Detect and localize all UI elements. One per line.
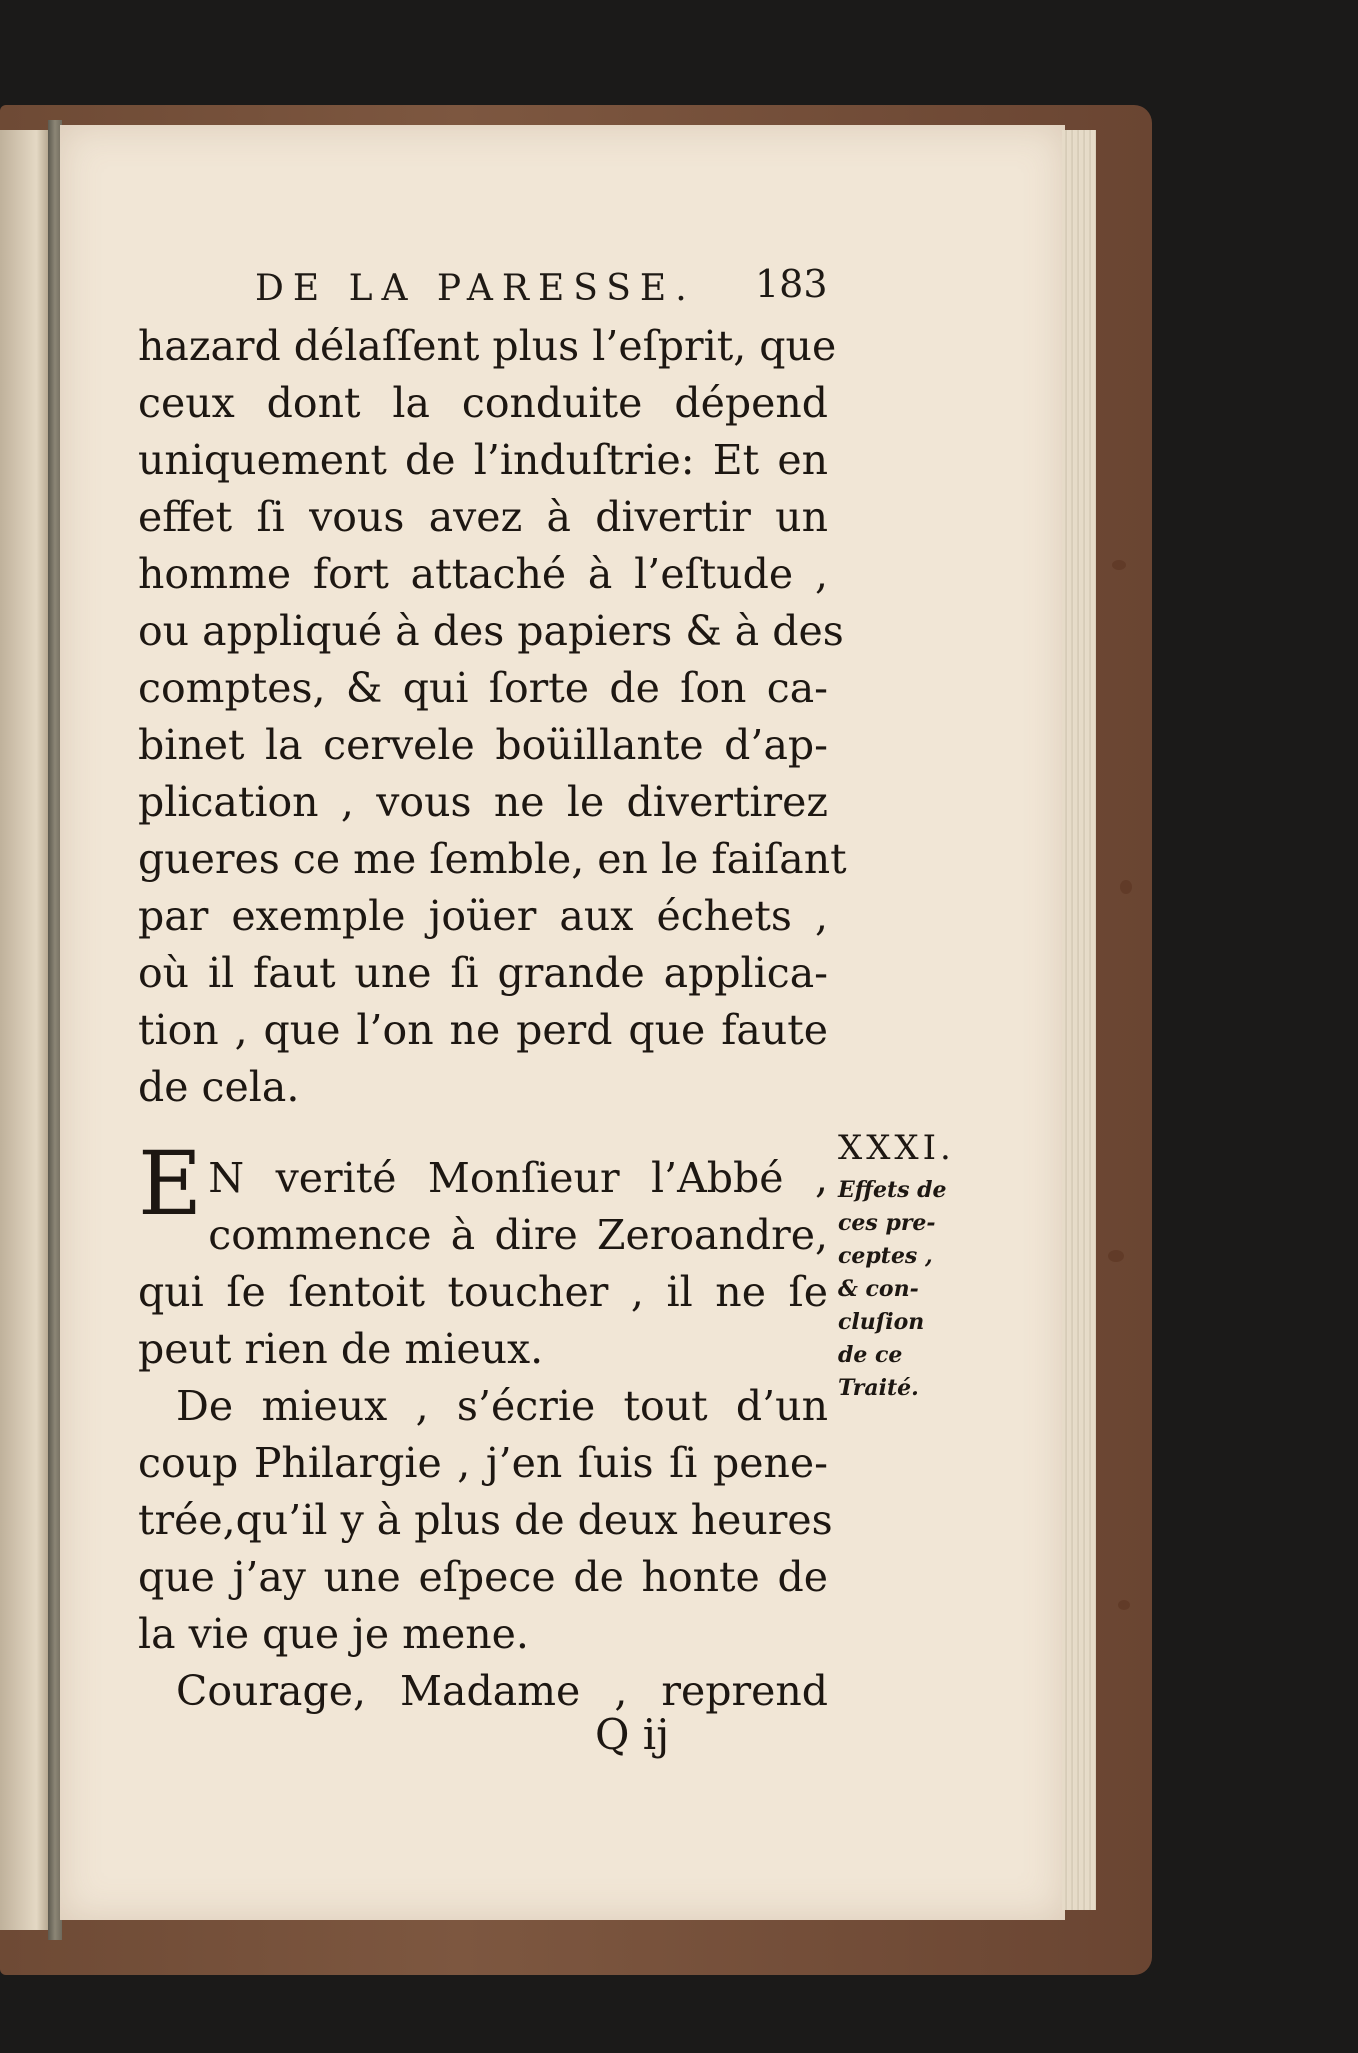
margin-note-line: de ce: [838, 1342, 903, 1368]
text-line: effet ſi vous avez à divertir un: [138, 493, 828, 541]
text-line: uniquement de l’induſtrie: Et en: [138, 436, 828, 484]
foxing-stain: [1118, 1600, 1130, 1610]
text-line: homme fort attaché à l’eſtude ,: [138, 550, 828, 598]
text-line: plication , vous ne le divertirez: [138, 778, 828, 826]
text-line: peut rien de mieux.: [138, 1325, 544, 1373]
page-number: 183: [755, 262, 828, 306]
paragraph-2: [138, 1132, 828, 1378]
text-line: que j’ay une eſpece de honte de: [138, 1553, 828, 1601]
text-line: comptes, & qui ſorte de ſon ca-: [138, 664, 828, 712]
text-line: Courage, Madame , reprend: [176, 1667, 828, 1715]
margin-note-line: & con-: [838, 1276, 919, 1302]
margin-note-line: ceptes ,: [838, 1243, 933, 1269]
paragraph-3: [138, 1378, 833, 1663]
text-line: qui ſe ſentoit toucher , il ne ſe: [138, 1268, 828, 1316]
page-block-edge: [1062, 130, 1096, 1910]
margin-note-line: Effets de: [838, 1177, 947, 1203]
foxing-stain: [1112, 560, 1126, 570]
text-line: trée,qu’il y à plus de deux heures: [138, 1496, 833, 1544]
section-number: XXXI.: [838, 1128, 955, 1168]
text-line: tion , que l’on ne perd que faute: [138, 1006, 828, 1054]
text-line: N verité Monſieur l’Abbé ,: [208, 1154, 828, 1202]
margin-note: [838, 1128, 968, 1405]
foxing-stain: [1108, 1250, 1124, 1262]
paragraph-1: [138, 318, 847, 1116]
text-line: binet la cervele boüillante d’ap-: [138, 721, 828, 769]
text-line: De mieux , s’écrie tout d’un: [176, 1382, 828, 1430]
text-line: la vie que je mene.: [138, 1610, 529, 1658]
text-line: commence à dire Zeroandre,: [208, 1211, 828, 1259]
text-line: hazard délaſſent plus l’eſprit, que: [138, 322, 837, 370]
facing-page-edge: [0, 130, 52, 1930]
text-line: gueres ce me ſemble, en le faiſant: [138, 835, 847, 883]
paragraph-4: [138, 1663, 828, 1720]
text-line: par exemple joüer aux échets ,: [138, 892, 828, 940]
foxing-stain: [1120, 880, 1132, 894]
drop-cap: E: [138, 1132, 203, 1235]
text-line: ceux dont la conduite dépend: [138, 379, 828, 427]
margin-note-line: cluſion: [838, 1309, 925, 1335]
text-line: de cela.: [138, 1063, 300, 1111]
text-line: où il faut une ſi grande applica-: [138, 949, 828, 997]
text-line: coup Philargie , j’en ſuis ſi pene-: [138, 1439, 828, 1487]
margin-note-line: Traité.: [838, 1375, 919, 1401]
text-line: ou appliqué à des papiers & à des: [138, 607, 844, 655]
running-head: DE LA PARESSE.: [255, 268, 696, 309]
signature-mark: Q ij: [595, 1710, 670, 1759]
margin-note-line: ces pre-: [838, 1210, 936, 1236]
